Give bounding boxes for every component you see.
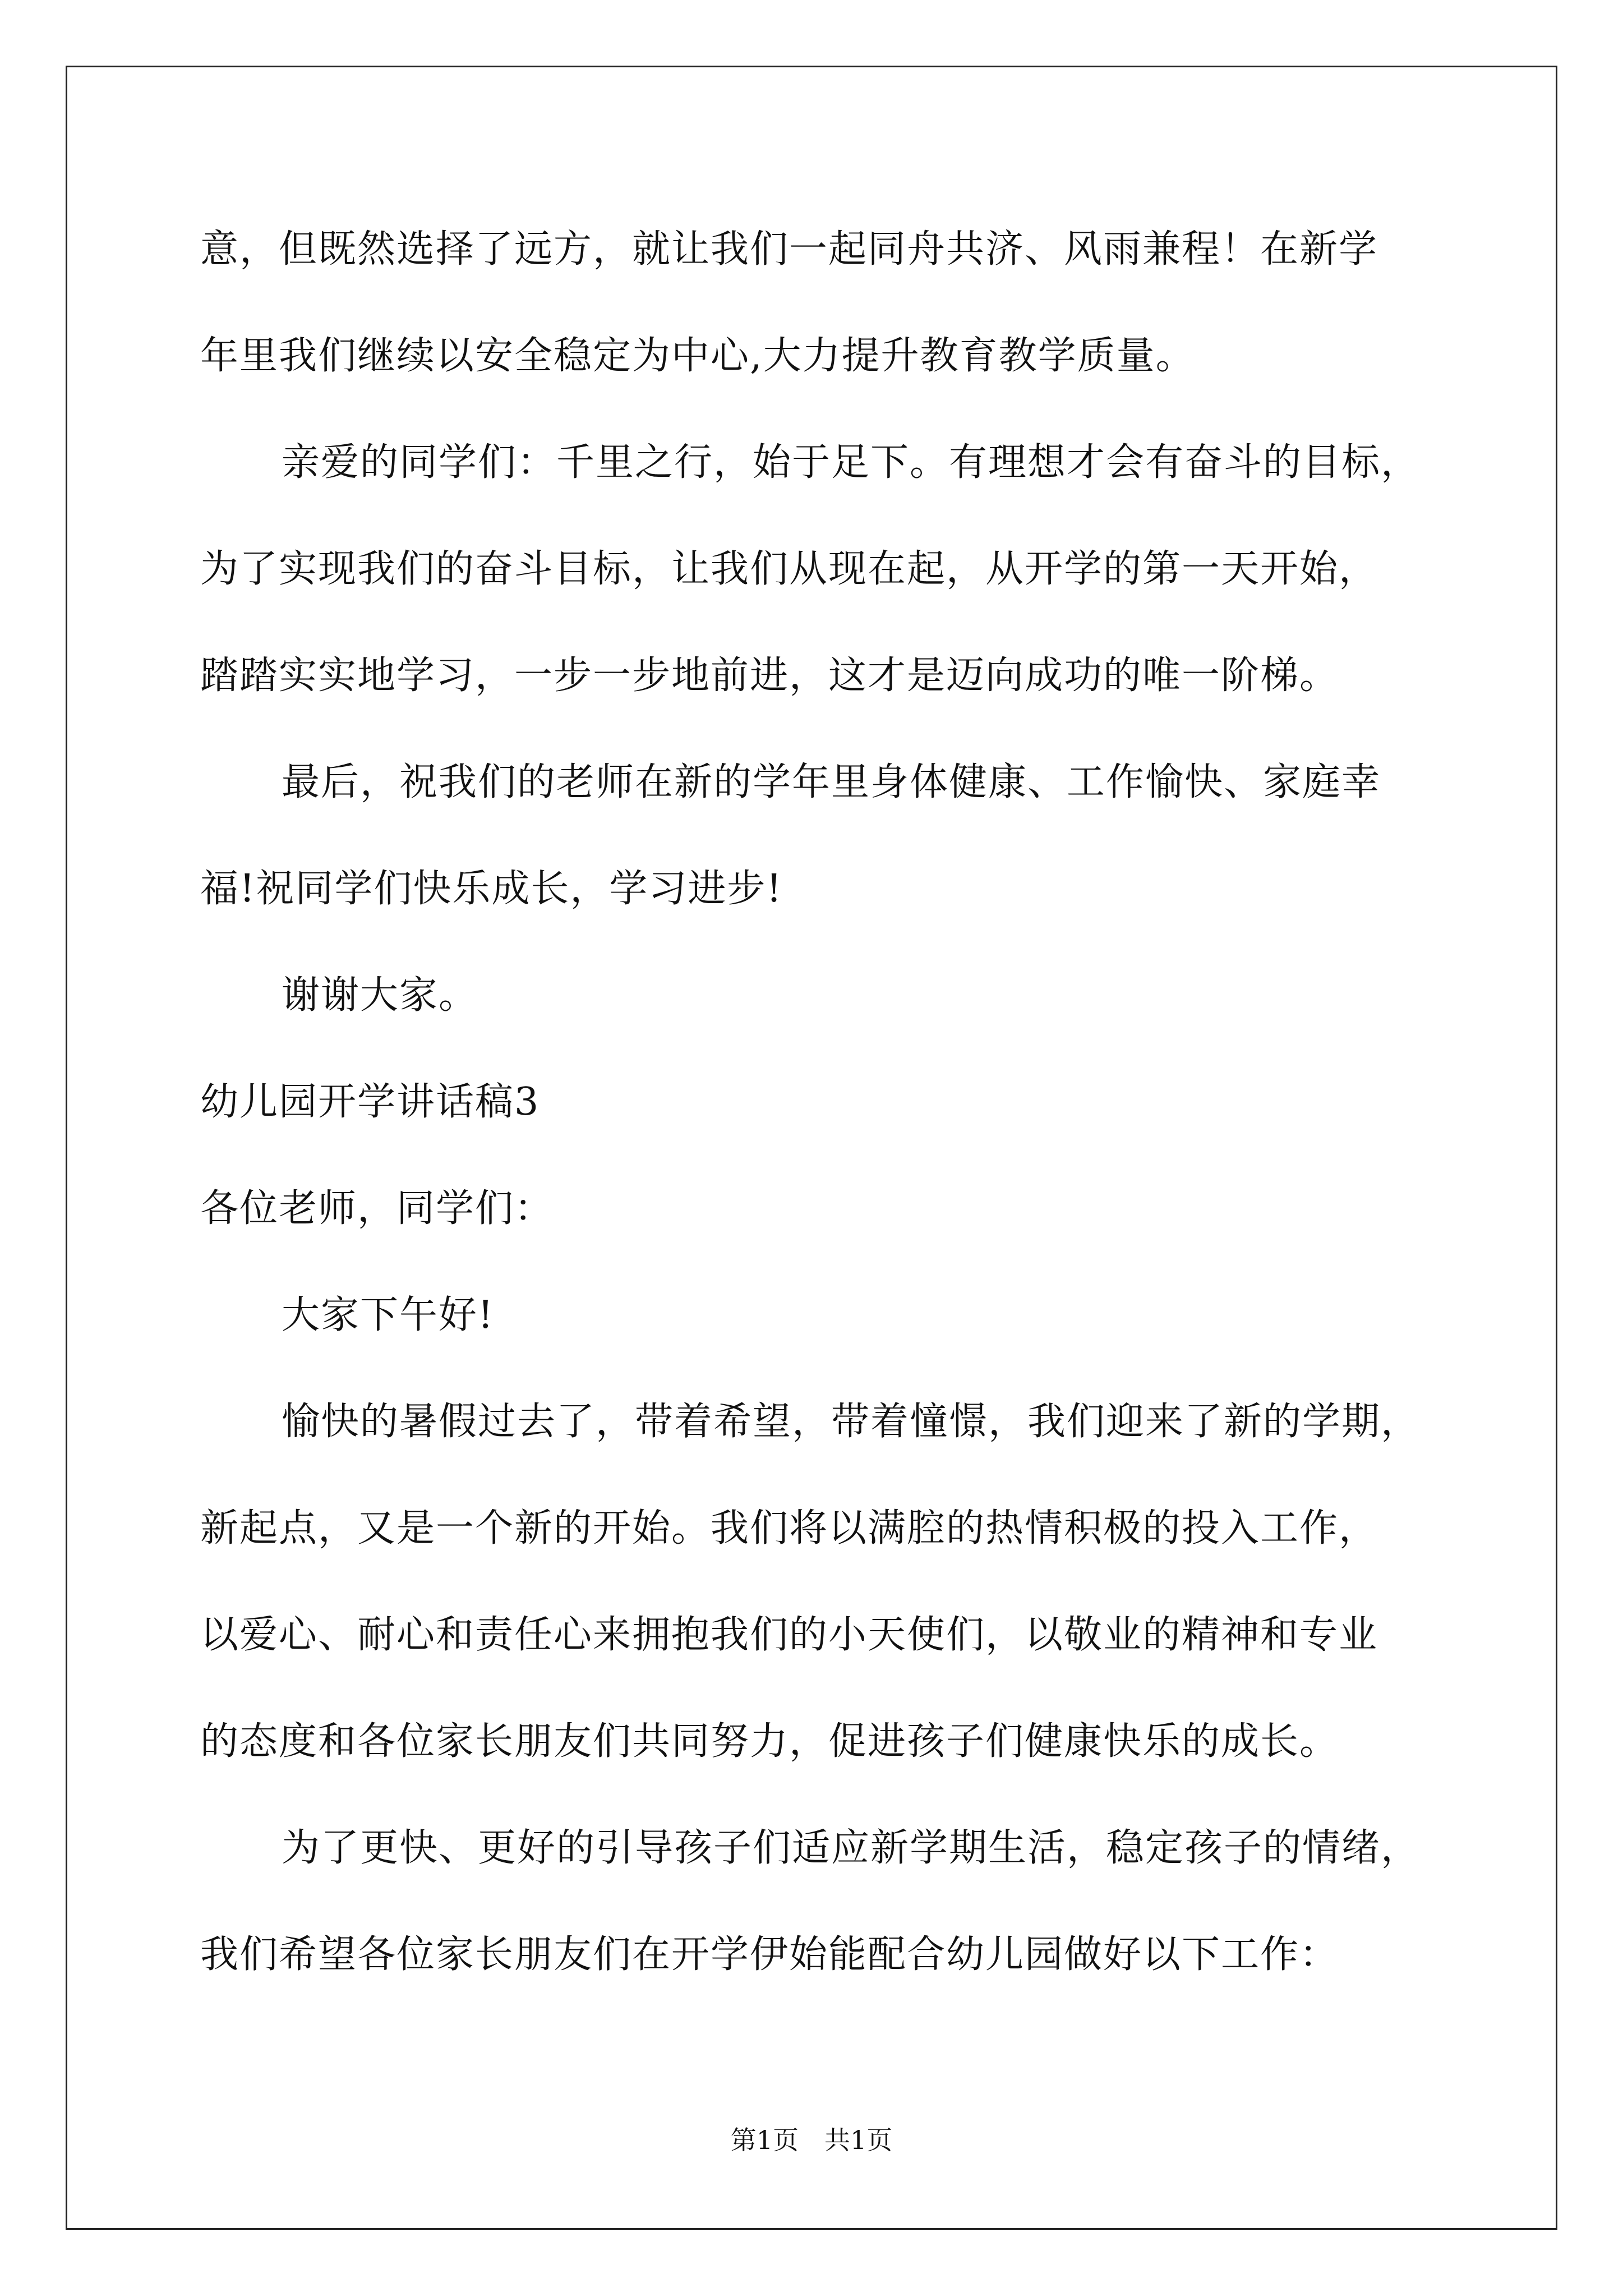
- text-line: 踏踏实实地学习，一步一步地前进，这才是迈向成功的唯一阶梯。: [200, 654, 1339, 698]
- text-line: 谢谢大家。: [282, 973, 478, 1018]
- greeting: 大家下午好!: [282, 1293, 495, 1337]
- page-number-footer: 第1页 共1页: [730, 2125, 893, 2155]
- salutation: 各位老师，同学们：: [200, 1186, 554, 1231]
- text-line: 福!祝同学们快乐成长，学习进步!: [200, 867, 783, 911]
- text-line: 以爱心、耐心和责任心来拥抱我们的小天使们，以敬业的精神和专业: [200, 1613, 1378, 1657]
- section-title: 幼儿园开学讲话稿3: [200, 1080, 540, 1124]
- text-line: 最后，祝我们的老师在新的学年里身体健康、工作愉快、家庭幸: [282, 760, 1381, 804]
- document-body: [200, 219, 1423, 2031]
- text-line: 为了实现我们的奋斗目标，让我们从现在起，从开学的第一天开始，: [200, 547, 1378, 591]
- text-line: 年里我们继续以安全稳定为中心,大力提升教育教学质量。: [200, 334, 1195, 378]
- text-line: 愉快的暑假过去了，带着希望，带着憧憬，我们迎来了新的学期，: [282, 1400, 1421, 1444]
- text-line: 亲爱的同学们：千里之行，始于足下。有理想才会有奋斗的目标，: [282, 440, 1421, 485]
- text-line: 的态度和各位家长朋友们共同努力，促进孩子们健康快乐的成长。: [200, 1719, 1339, 1764]
- text-line: 新起点，又是一个新的开始。我们将以满腔的热情积极的投入工作，: [200, 1506, 1378, 1550]
- text-line: 我们希望各位家长朋友们在开学伊始能配合幼儿园做好以下工作：: [200, 1932, 1339, 1977]
- text-line: 意，但既然选择了远方，就让我们一起同舟共济、风雨兼程！在新学: [200, 227, 1378, 272]
- text-line: 为了更快、更好的引导孩子们适应新学期生活，稳定孩子的情绪，: [282, 1826, 1421, 1870]
